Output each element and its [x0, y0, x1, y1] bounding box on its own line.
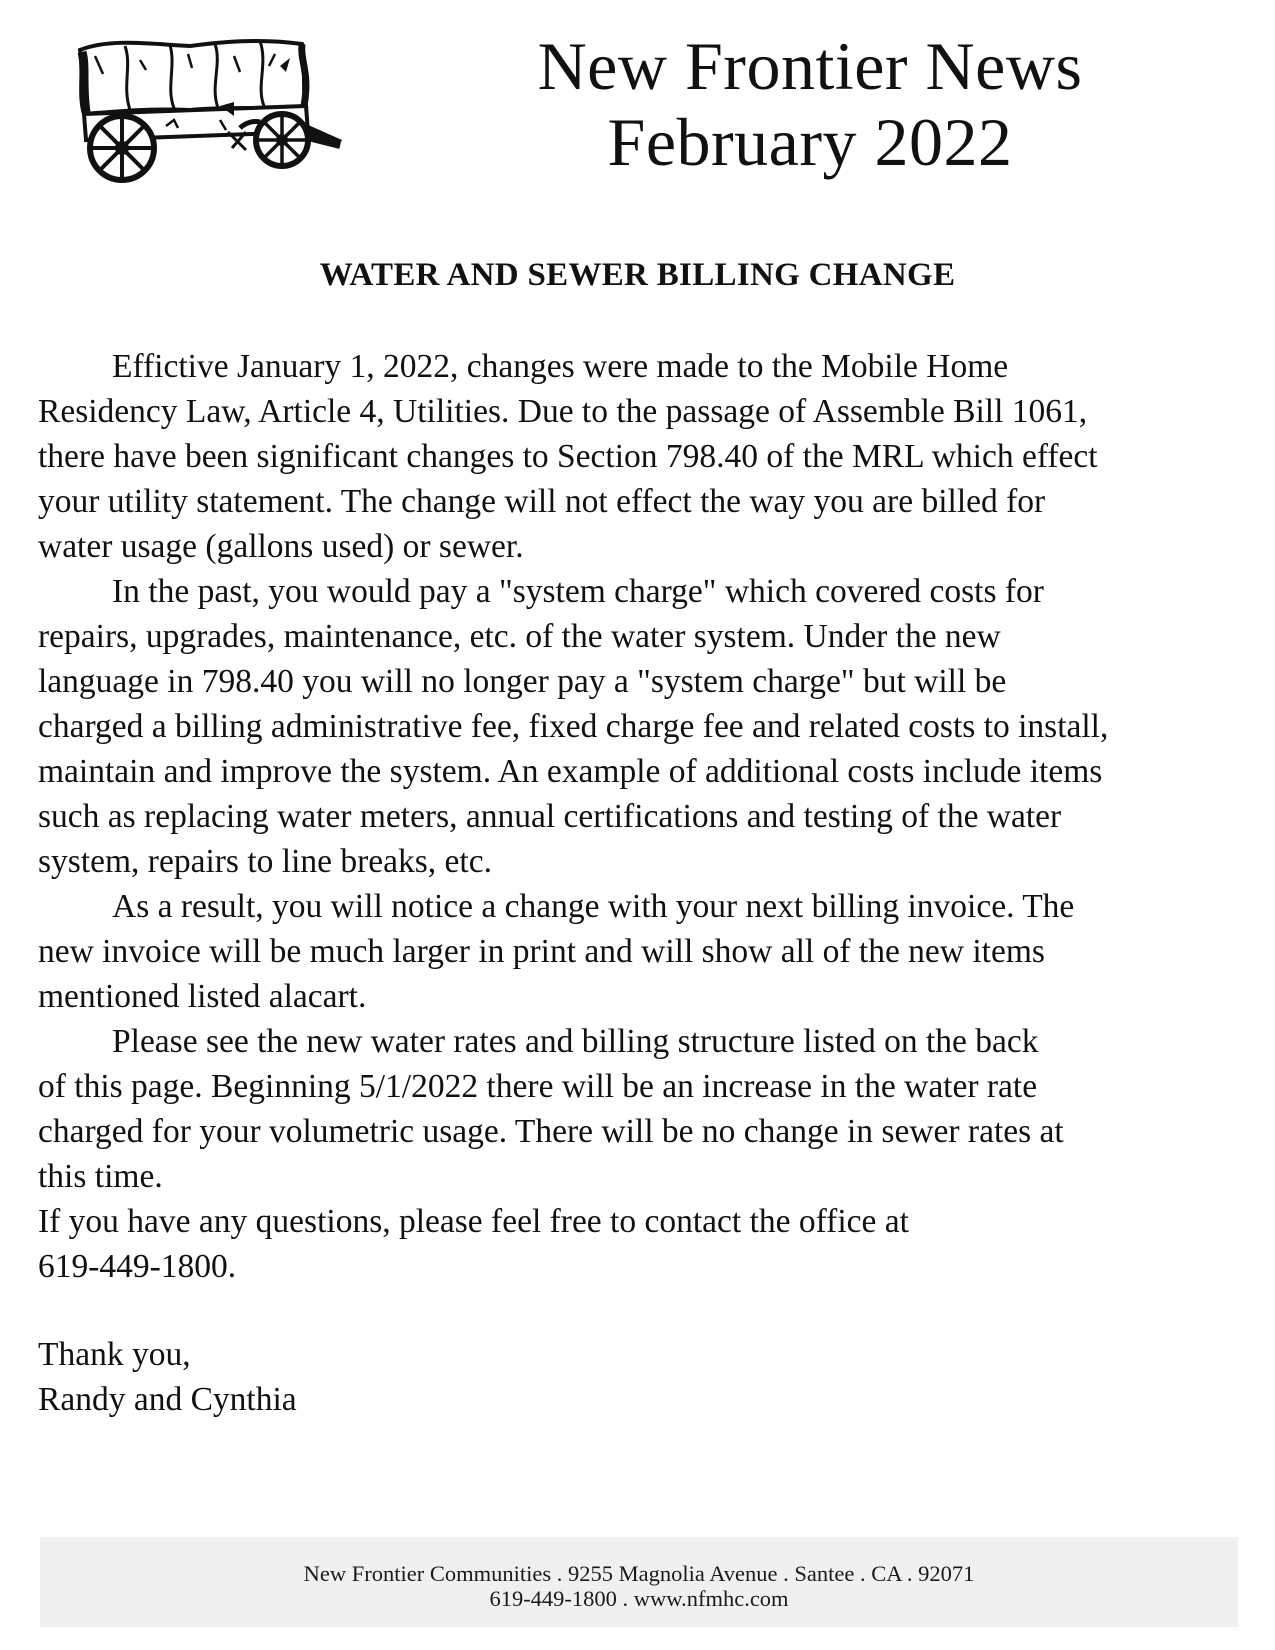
- article-line: In the past, you would pay a "system charge" which covered costs for: [112, 573, 1044, 610]
- article-line: maintain and improve the system. An example of additional costs include items: [38, 753, 1103, 790]
- article-body: [38, 344, 1248, 1289]
- article-line: As a result, you will notice a change with your next billing invoice. The: [112, 888, 1075, 925]
- footer-address: New Frontier Communities . 9255 Magnolia Avenue . Santee . CA . 92071: [303, 1561, 975, 1586]
- footer-contact: 619-449-1800 . www.nfmhc.com: [489, 1586, 789, 1611]
- article-line: such as replacing water meters, annual certifications and testing of the water: [38, 798, 1062, 835]
- article-line: mentioned listed alacart.: [38, 978, 367, 1015]
- article-line: charged a billing administrative fee, fixed charge fee and related costs to install,: [38, 708, 1109, 745]
- article-line: language in 798.40 you will no longer pay a "system charge" but will be: [38, 663, 1007, 700]
- article-line: there have been significant changes to Section 798.40 of the MRL which effect: [38, 438, 1098, 475]
- masthead: [470, 28, 1150, 180]
- article-line: new invoice will be much larger in print and will show all of the new items: [38, 933, 1045, 970]
- article-line: repairs, upgrades, maintenance, etc. of the water system. Under the new: [38, 618, 1001, 655]
- closing: [38, 1332, 297, 1422]
- article-line: your utility statement. The change will not effect the way you are billed for: [38, 483, 1046, 520]
- newsletter-title: New Frontier News: [537, 28, 1083, 104]
- article-line: this time.: [38, 1158, 163, 1195]
- footer: [40, 1537, 1238, 1627]
- article-line: system, repairs to line breaks, etc.: [38, 843, 492, 880]
- covered-wagon-icon: [70, 36, 345, 184]
- article-line: 619-449-1800.: [38, 1248, 237, 1285]
- article-line: Effictive January 1, 2022, changes were made to the Mobile Home: [112, 348, 1009, 385]
- signature: Randy and Cynthia: [38, 1381, 297, 1418]
- newsletter-date: February 2022: [607, 104, 1013, 180]
- article-line: charged for your volumetric usage. There will be no change in sewer rates at: [38, 1113, 1064, 1150]
- article-line: If you have any questions, please feel free to contact the office at: [38, 1203, 909, 1240]
- article-line: Residency Law, Article 4, Utilities. Due to the passage of Assemble Bill 1061,: [38, 393, 1088, 430]
- closing-text: Thank you,: [38, 1336, 191, 1373]
- article-line: water usage (gallons used) or sewer.: [38, 528, 524, 565]
- article-headline: WATER AND SEWER BILLING CHANGE: [319, 257, 956, 293]
- article-line: Please see the new water rates and billing structure listed on the back: [112, 1023, 1039, 1060]
- article-line: of this page. Beginning 5/1/2022 there will be an increase in the water rate: [38, 1068, 1038, 1105]
